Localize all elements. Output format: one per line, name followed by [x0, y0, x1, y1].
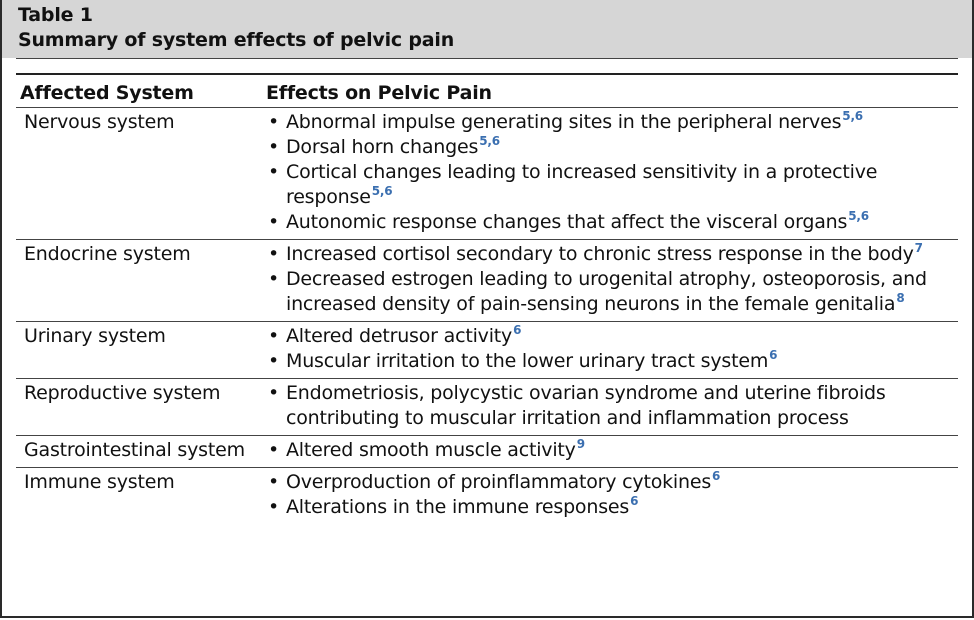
- effects-list: [266, 381, 954, 431]
- bullet-icon: •: [268, 111, 280, 133]
- effect-text: Decreased estrogen leading to urogenital atrophy, osteoporosis, and increased density of pain-sensing neurons in the female genitalia: [286, 268, 927, 315]
- affected-system-cell: [16, 240, 262, 322]
- column-header-effects: Effects on Pelvic Pain: [262, 75, 958, 108]
- bullet-icon: •: [268, 350, 280, 372]
- effects-cell: [262, 240, 958, 322]
- affected-system-label: Urinary system: [24, 325, 166, 347]
- table-row: [16, 379, 958, 436]
- effects-cell: [262, 322, 958, 379]
- table-row: [16, 240, 958, 322]
- effect-text: Autonomic response changes that affect the visceral organs: [286, 211, 848, 233]
- table-row: [16, 108, 958, 240]
- affected-system-label: Nervous system: [24, 111, 175, 133]
- table-row: [16, 468, 958, 525]
- effect-text: Overproduction of proinflammatory cytokines: [286, 471, 712, 493]
- bullet-icon: •: [268, 161, 280, 183]
- reference-link[interactable]: 6: [769, 348, 778, 362]
- list-item: [266, 438, 954, 463]
- reference-link[interactable]: 6: [513, 323, 522, 337]
- affected-system-cell: [16, 108, 262, 240]
- reference-link[interactable]: 5,6: [848, 209, 869, 223]
- effect-text: Endometriosis, polycystic ovarian syndrome and uterine fibroids contributing to muscular irritation and inflammation process: [286, 382, 886, 429]
- reference-link[interactable]: 5,6: [479, 134, 500, 148]
- effects-cell: [262, 436, 958, 468]
- table-label: Table 1: [18, 4, 93, 26]
- list-item: [266, 210, 954, 235]
- affected-system-cell: [16, 379, 262, 436]
- reference-link[interactable]: 7: [914, 241, 923, 255]
- reference-link[interactable]: 6: [712, 469, 721, 483]
- affected-system-cell: [16, 322, 262, 379]
- bullet-icon: •: [268, 136, 280, 158]
- effects-list: [266, 242, 954, 317]
- affected-system-label: Gastrointestinal system: [24, 439, 245, 461]
- reference-link[interactable]: 9: [576, 437, 585, 451]
- list-item: [266, 324, 954, 349]
- list-item: [266, 495, 954, 520]
- effect-text: Alterations in the immune responses: [286, 496, 630, 518]
- bullet-icon: •: [268, 211, 280, 233]
- reference-link[interactable]: 6: [630, 494, 639, 508]
- bullet-icon: •: [268, 268, 280, 290]
- list-item: [266, 381, 954, 431]
- table-caption: [2, 0, 972, 58]
- effect-text: Cortical changes leading to increased sensitivity in a protective response: [286, 161, 878, 208]
- reference-link[interactable]: 5,6: [842, 109, 863, 123]
- list-item: [266, 135, 954, 160]
- bullet-icon: •: [268, 496, 280, 518]
- affected-system-cell: [16, 436, 262, 468]
- effects-list: [266, 438, 954, 463]
- column-header-system: Affected System: [16, 75, 262, 108]
- table-header-row: [16, 75, 958, 108]
- table-title: Summary of system effects of pelvic pain: [18, 29, 455, 51]
- list-item: [266, 267, 954, 317]
- effects-list: [266, 324, 954, 374]
- list-item: [266, 242, 954, 267]
- effects-list: [266, 110, 954, 235]
- effect-text: Altered detrusor activity: [286, 325, 513, 347]
- effects-table: [16, 75, 958, 524]
- list-item: [266, 470, 954, 495]
- bullet-icon: •: [268, 382, 280, 404]
- affected-system-cell: [16, 468, 262, 525]
- effect-text: Dorsal horn changes: [286, 136, 479, 158]
- reference-link[interactable]: 8: [896, 291, 905, 305]
- reference-link[interactable]: 5,6: [371, 184, 393, 198]
- list-item: [266, 349, 954, 374]
- list-item: [266, 110, 954, 135]
- table-body: [16, 108, 958, 525]
- effect-text: Increased cortisol secondary to chronic stress response in the body: [286, 243, 914, 265]
- table-row: [16, 436, 958, 468]
- effects-list: [266, 470, 954, 520]
- bullet-icon: •: [268, 471, 280, 493]
- affected-system-label: Reproductive system: [24, 382, 221, 404]
- effects-cell: [262, 108, 958, 240]
- effects-cell: [262, 468, 958, 525]
- effect-text: Altered smooth muscle activity: [286, 439, 576, 461]
- table-row: [16, 322, 958, 379]
- list-item: [266, 160, 954, 210]
- effect-text: Abnormal impulse generating sites in the peripheral nerves: [286, 111, 842, 133]
- bullet-icon: •: [268, 325, 280, 347]
- bullet-icon: •: [268, 243, 280, 265]
- effects-cell: [262, 379, 958, 436]
- bullet-icon: •: [268, 439, 280, 461]
- affected-system-label: Immune system: [24, 471, 175, 493]
- affected-system-label: Endocrine system: [24, 243, 191, 265]
- effect-text: Muscular irritation to the lower urinary tract system: [286, 350, 769, 372]
